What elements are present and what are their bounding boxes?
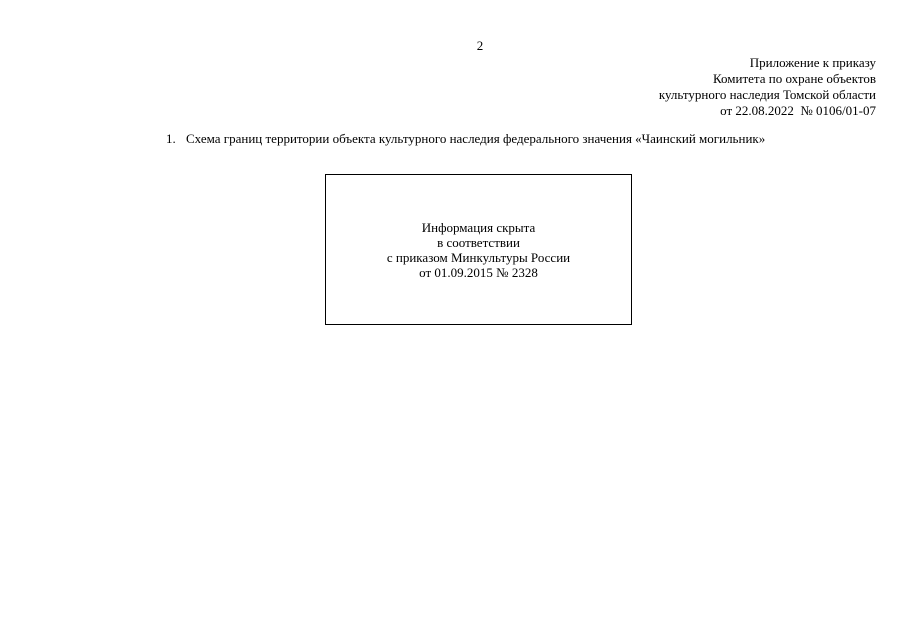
hidden-notice-line: в соответствии	[437, 235, 520, 250]
appendix-date-line: от 22.08.2022 № 0106/01-07	[720, 103, 876, 118]
page-number: 2	[476, 38, 484, 53]
appendix-line: Комитета по охране объектов	[713, 71, 876, 86]
hidden-notice-line: от 01.09.2015 № 2328	[419, 265, 538, 280]
hidden-notice-line: Информация скрыта	[421, 220, 536, 235]
hidden-notice-line: с приказом Минкультуры России	[386, 250, 571, 265]
section-title: Схема границ территории объекта культурного наследия федерального значения «Чаинский могильник»	[186, 131, 766, 146]
section-number: 1.	[166, 131, 176, 146]
hidden-information-text	[326, 220, 631, 280]
appendix-line: Приложение к приказу	[749, 55, 876, 70]
hidden-information-box	[325, 174, 632, 325]
appendix-line: культурного наследия Томской области	[658, 87, 876, 102]
appendix-block	[659, 55, 876, 119]
section-heading	[166, 131, 765, 147]
